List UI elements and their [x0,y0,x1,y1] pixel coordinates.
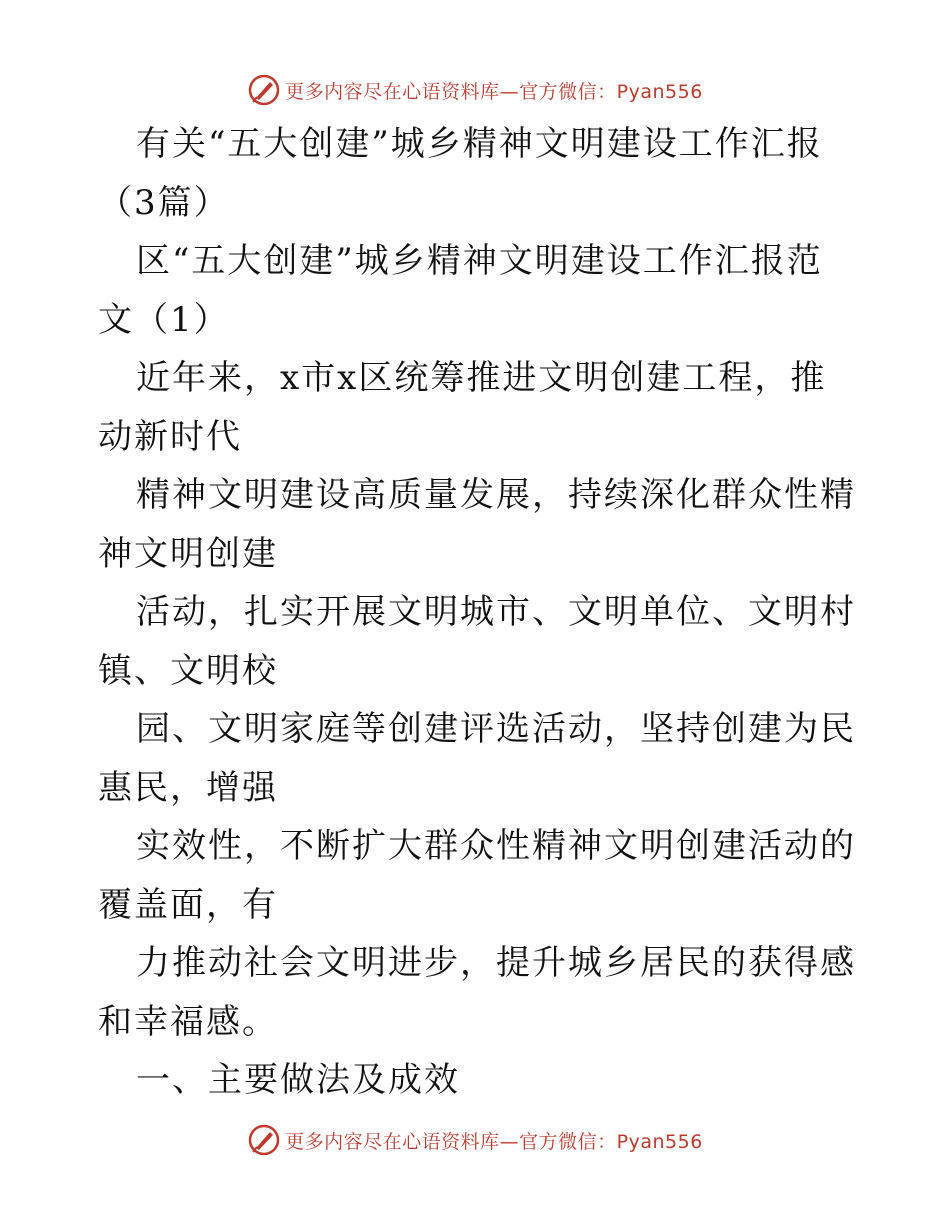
paragraph-5: 实效性，不断扩大群众性精神文明创建活动的覆盖面，有 [98,826,856,925]
header-watermark-banner [0,70,950,110]
paragraph-4: 园、文明家庭等创建评选活动，坚持创建为民惠民，增强 [98,709,856,808]
watermark-text: 更多内容尽在心语资料库—官方微信：Pyan556 [285,80,703,103]
watermark-text: 更多内容尽在心语资料库—官方微信：Pyan556 [285,1130,703,1153]
paragraph-1: 近年来，x市x区统筹推进文明创建工程，推动新时代 [98,358,827,457]
quill-pen-logo-icon [247,73,281,107]
footer-watermark-banner [0,1120,950,1160]
paragraph-3: 活动，扎实开展文明城市、文明单位、文明村镇、文明校 [98,592,856,691]
document-title: 有关“五大创建”城乡精神文明建设工作汇报（3篇） [98,124,823,223]
document-subtitle: 区“五大创建”城乡精神文明建设工作汇报范文（1） [98,241,823,340]
quill-pen-logo-icon [247,1123,281,1157]
paragraph-2: 精神文明建设高质量发展，持续深化群众性精神文明创建 [98,475,856,574]
section-heading: 一、主要做法及成效 [136,1060,460,1100]
document-body [98,115,858,1110]
paragraph-6: 力推动社会文明进步，提升城乡居民的获得感和幸福感。 [98,943,856,1042]
